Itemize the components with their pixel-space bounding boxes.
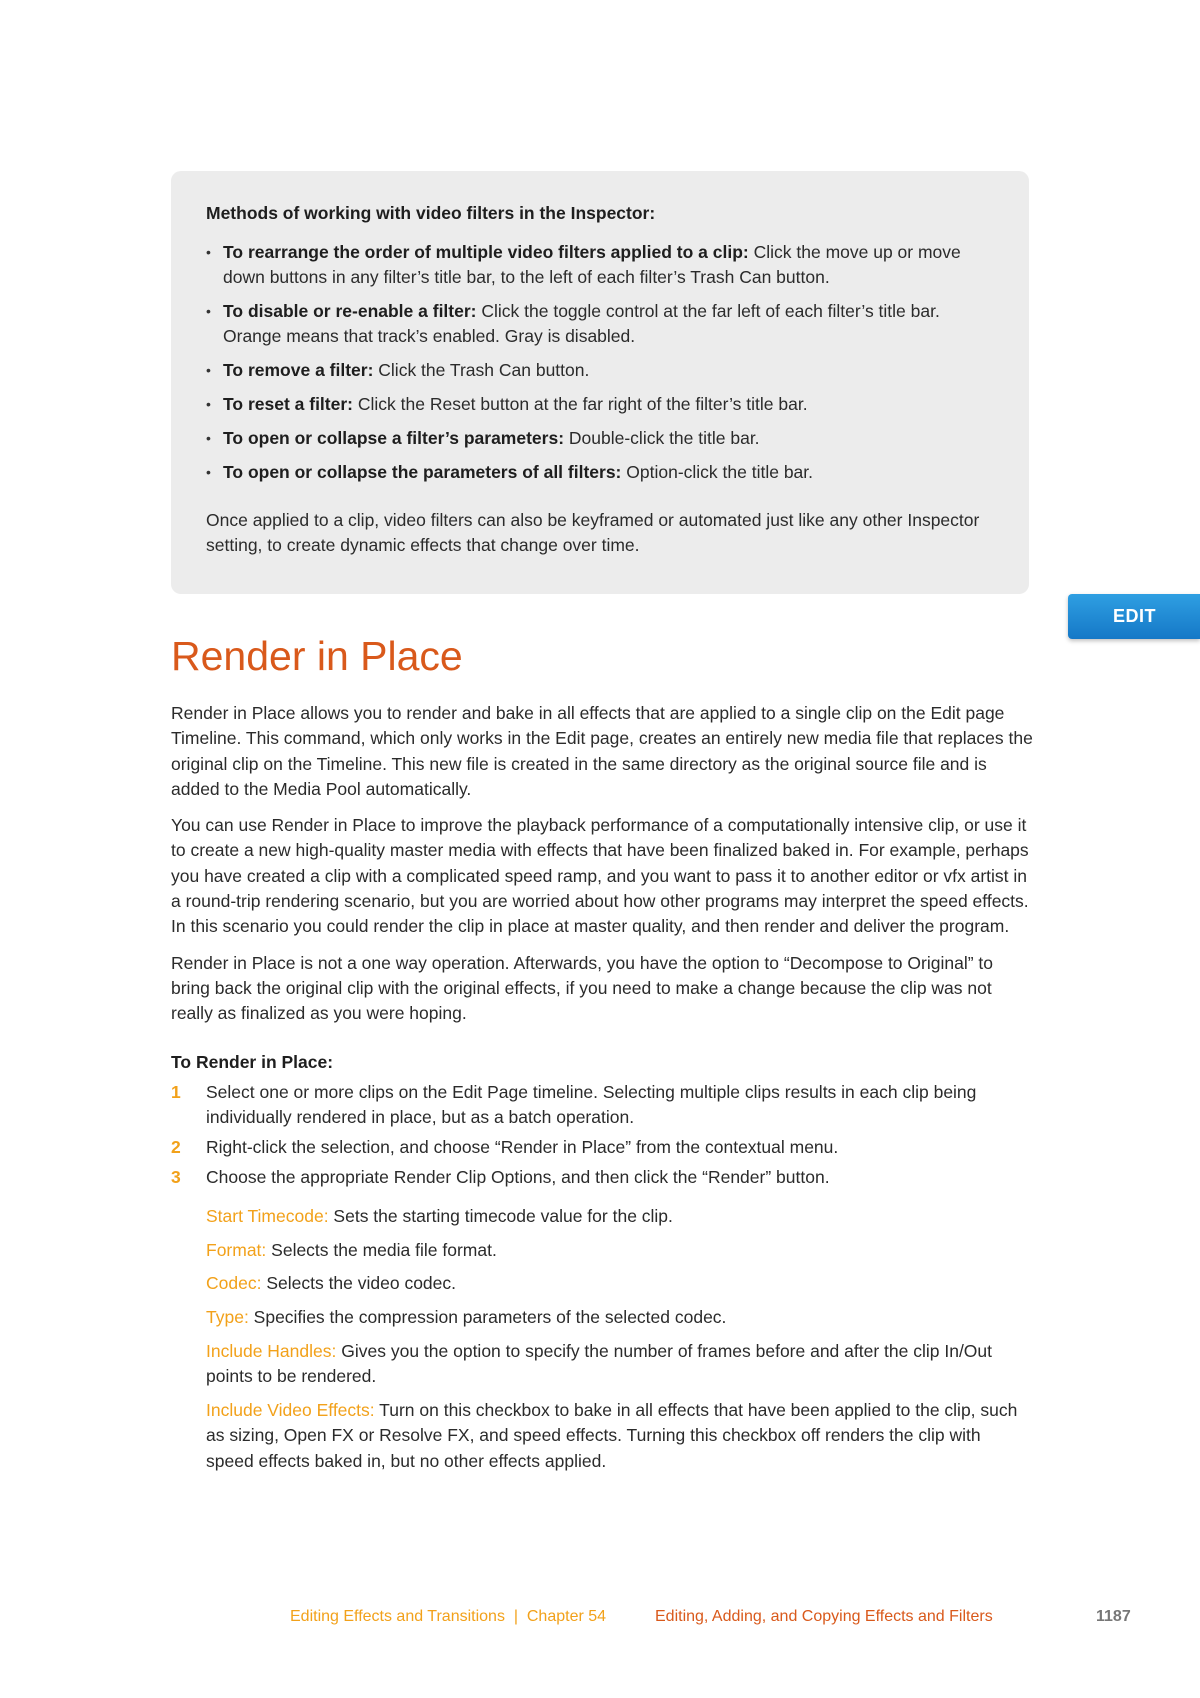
option-text: Gives you the option to specify the number of frames before and after the clip In/Out points to be rendered. (206, 1340, 993, 1387)
list-item-lead: To reset a filter: (223, 394, 353, 414)
step-item (171, 1165, 1033, 1190)
footer-chapter-title[interactable]: Editing, Adding, and Copying Effects and Filters (655, 1608, 993, 1625)
option-item (206, 1305, 1033, 1330)
list-item-text: Click the Reset button at the far right of the filter’s title bar. (353, 394, 808, 414)
step-number: 1 (171, 1081, 181, 1102)
list-item-text: Click the Trash Can button. (373, 360, 590, 380)
paragraph: You can use Render in Place to improve the playback performance of a computationally intensive clip, or use it to create a new high-quality master media with effects that have been finalized baked in. For example, perhaps you have created a clip with a complicated speed ramp, and you want to pass it to another editor or vfx artist in a round-trip rendering scenario, but you are worried about how other programs may interpret the speed effects. In this scenario you could render the clip in place at master quality, and then render and deliver the program. (171, 815, 1029, 937)
option-label: Include Handles: (206, 1340, 337, 1361)
step-item (171, 1135, 1033, 1160)
footer-section-link[interactable] (290, 1606, 606, 1628)
step-number: 2 (171, 1137, 181, 1158)
info-box-list (206, 240, 995, 485)
option-text: Sets the starting timecode value for the clip. (328, 1205, 673, 1226)
list-item-lead: To open or collapse a filter’s parameters: (223, 428, 565, 448)
page-number: 1187 (1096, 1608, 1131, 1625)
info-box-title: Methods of working with video filters in the Inspector: (206, 203, 656, 223)
step-number: 3 (171, 1167, 181, 1188)
option-text: Selects the video codec. (261, 1273, 457, 1294)
option-label: Codec: (206, 1273, 262, 1294)
option-item (206, 1271, 1033, 1296)
step-text: Select one or more clips on the Edit Page timeline. Selecting multiple clips results in each clip being individually rendered in place, but as a batch operation. (206, 1081, 977, 1127)
list-item-text: Double-click the title bar. (564, 428, 760, 448)
option-item (206, 1339, 1033, 1390)
option-label: Include Video Effects: (206, 1400, 375, 1421)
option-item (206, 1238, 1033, 1263)
paragraph: Render in Place allows you to render and bake in all effects that are applied to a single clip on the Edit page Timeline. This command, which only works in the Edit page, creates an entirely new media file that replaces the original clip on the Timeline. This new file is created in the same directory as the original source file and is added to the Media Pool automatically. (171, 703, 1033, 799)
list-item (206, 240, 995, 290)
render-options (206, 1204, 1033, 1474)
step-item (171, 1080, 1033, 1131)
option-item (206, 1398, 1033, 1474)
list-item-lead: To open or collapse the parameters of all filters: (223, 462, 622, 482)
info-box-closing: Once applied to a clip, video filters can also be keyframed or automated just like any other Inspector setting, to create dynamic effects that change over time. (206, 510, 980, 555)
edit-section-tab[interactable]: EDIT (1068, 594, 1200, 639)
paragraph: Render in Place is not a one way operation. Afterwards, you have the option to “Decompose to Original” to bring back the original clip with the original effects, if you need to make a change because the clip was not really as finalized as you were hoping. (171, 952, 993, 1024)
footer-section: Editing Effects and Transitions (290, 1608, 505, 1625)
option-text: Selects the media file format. (266, 1239, 497, 1260)
info-box (171, 171, 1029, 594)
step-text: Right-click the selection, and choose “Render in Place” from the contextual menu. (206, 1137, 839, 1158)
footer-chapter-label: Chapter 54 (526, 1608, 607, 1625)
list-item-lead: To remove a filter: (223, 360, 374, 380)
list-item (206, 299, 995, 349)
section-heading: Render in Place (171, 633, 463, 679)
list-item-lead: To rearrange the order of multiple video filters applied to a clip: (223, 242, 749, 262)
option-label: Start Timecode: (206, 1205, 329, 1226)
section-body (171, 701, 1033, 1482)
option-text: Specifies the compression parameters of the selected codec. (248, 1307, 727, 1328)
list-item (206, 392, 995, 417)
step-text: Choose the appropriate Render Clip Options, and then click the “Render” button. (206, 1167, 830, 1188)
option-label: Format: (206, 1239, 267, 1260)
option-text: Turn on this checkbox to bake in all effects that have been applied to the clip, such as sizing, Open FX or Resolve FX, and speed effects. Turning this checkbox off renders the clip with speed effects baked in, but no other effects applied. (206, 1400, 1018, 1471)
list-item (206, 358, 995, 383)
list-item-text: Click the move up or move down buttons in any filter’s title bar, to the left of each filter’s Trash Can button. (223, 242, 961, 287)
footer-separator: | (513, 1608, 518, 1625)
list-item-text: Click the toggle control at the far left of each filter’s title bar. Orange means that track’s enabled. Gray is disabled. (223, 301, 940, 346)
list-item (206, 460, 995, 485)
option-label: Type: (206, 1307, 249, 1328)
steps-title: To Render in Place: (171, 1051, 334, 1072)
list-item-lead: To disable or re-enable a filter: (223, 301, 477, 321)
list-item (206, 426, 995, 451)
list-item-text: Option-click the title bar. (621, 462, 814, 482)
steps-list (171, 1080, 1033, 1191)
option-item (206, 1204, 1033, 1229)
